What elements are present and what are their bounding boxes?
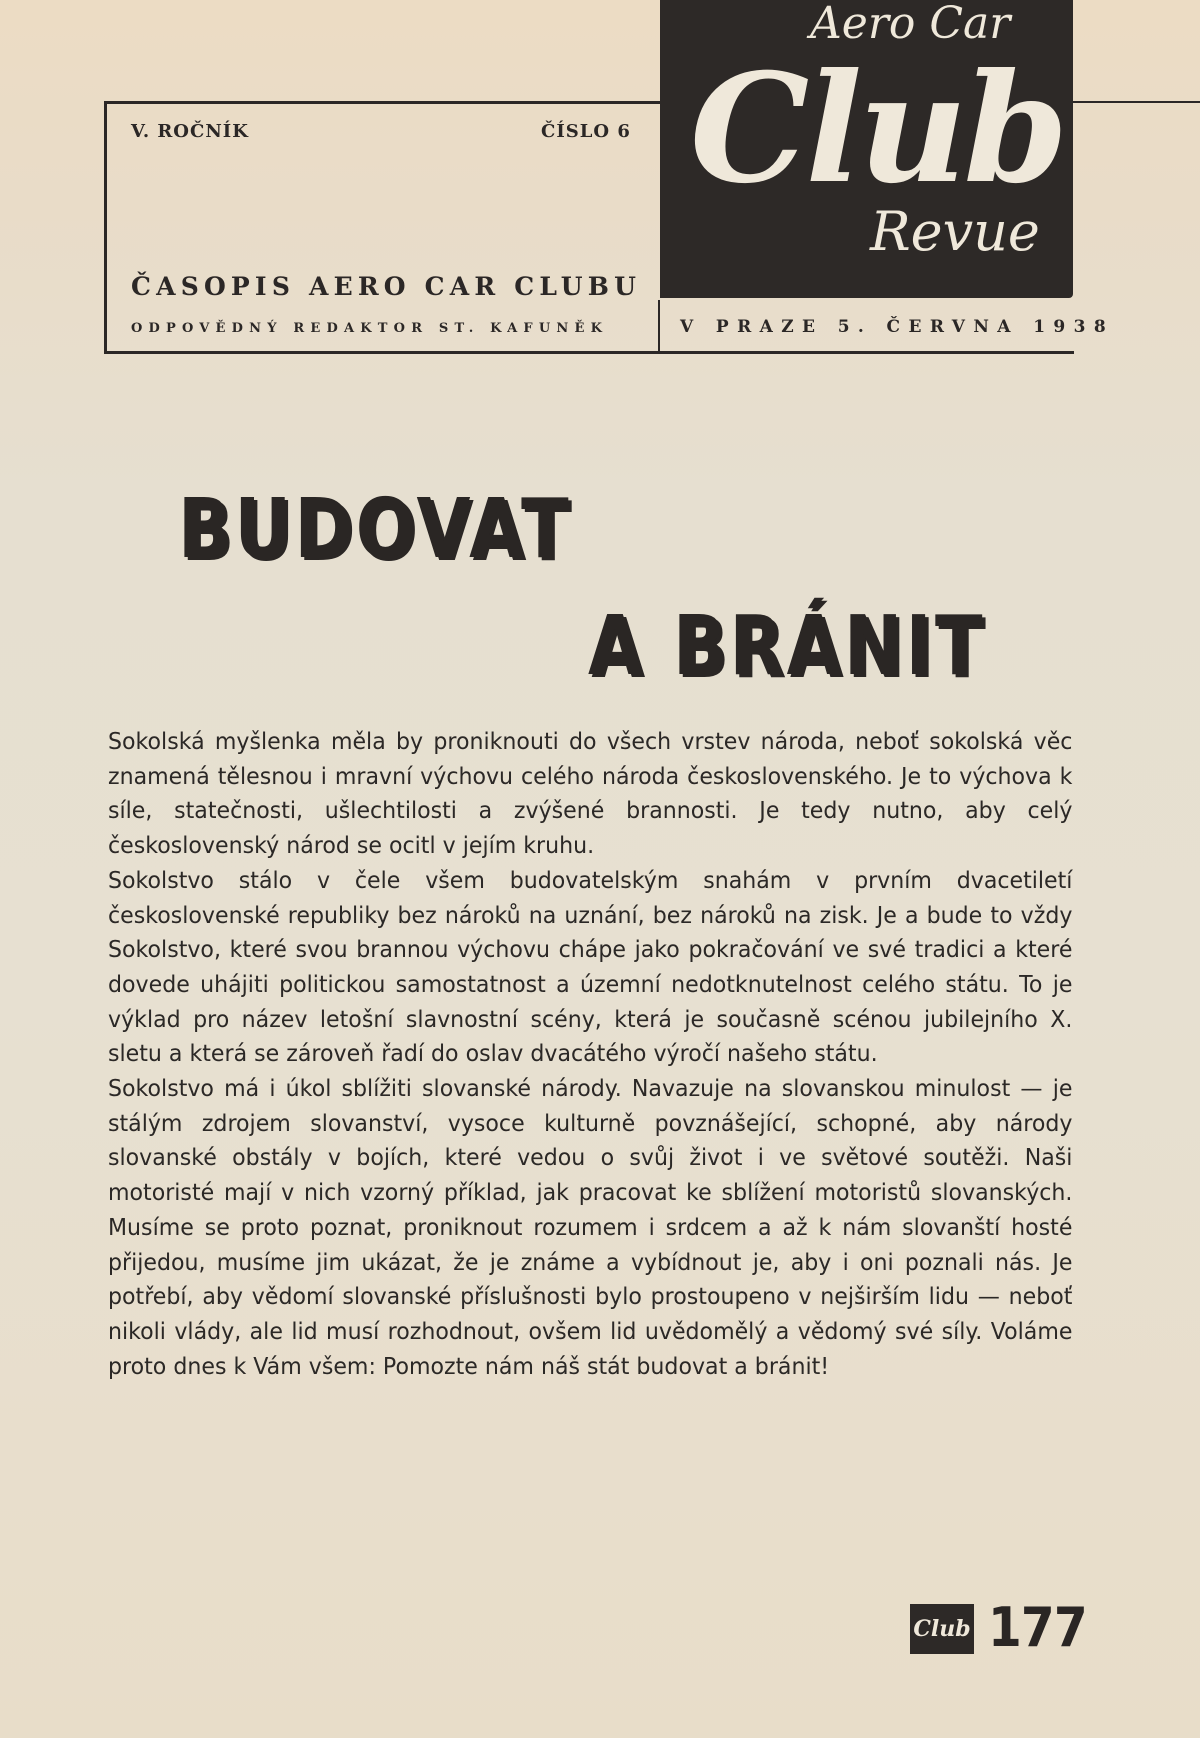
issue-label: ČÍSLO 6 xyxy=(541,121,631,142)
masthead-frame-right xyxy=(1073,101,1200,103)
club-revue-logo xyxy=(660,0,1073,298)
masthead-frame-left xyxy=(104,101,107,354)
article-paragraph: Sokolská myšlenka měla by proniknouti do všech vrstev národa, neboť sokolská věc znamená tělesnou i mravní výchovu celého národa československého. Je to výchova k síle, statečnosti, ušlechtilosti a zvýšené brannosti. Je tedy nutno, aby celý československý národ se ocitl v jejím kruhu. xyxy=(108,727,1073,860)
article-title-line1: BUDOVAT xyxy=(178,482,573,577)
article-paragraph: Sokolstvo má i úkol sblížiti slovanské národy. Navazuje na slovanskou minulost — je stálým zdrojem slovanství, vysoce kulturně povznášející, schopné, aby národy slovanské obstály v bojích, které vedou o svůj život i ve světové soutěži. Naši motoristé mají v nich vzorný příklad, jak pracovat ke sblížení motoristů slovanských. Musíme se proto poznat, proniknout rozumem i srdcem a až k nám slovanští hosté přijedou, musíme jim ukázat, že je známe a vybídnout je, aby i oni poznali nás. Je potřebí, aby vědomí slovanské příslušnosti bylo prostoupeno v nejširším lidu — neboť nikoli vlády, ale lid musí rozhodnout, ovšem lid uvědomělý a vědomý své síly. Voláme proto dnes k Vám všem: Pomozte nám náš stát budovat a bránit! xyxy=(108,1074,1073,1380)
editor-credit: ODPOVĚDNÝ REDAKTOR ST. KAFUNĚK xyxy=(131,321,609,336)
masthead-frame-bottom xyxy=(104,351,1074,354)
volume-label: V. ROČNÍK xyxy=(131,121,249,142)
article-title-line2: A BRÁNIT xyxy=(588,599,986,694)
article-paragraph: Sokolstvo stálo v čele všem budovatelským snahám v prvním dvacetiletí československé republiky bez nároků na uznání, bez nároků na zisk. Je a bude to vždy Sokolstvo, které svou brannou výchovu chápe jako pokračování ve své tradici a které dovede uhájiti politickou samostatnost a územní nedotknutelnost celého státu. To je výklad pro název letošní slavnostní scény, která je současně scénou jubilejního X. sletu a která se zároveň řadí do oslav dvacátého výročí našeho státu. xyxy=(108,865,1073,1068)
logo-revue: Revue xyxy=(870,200,1040,263)
page-number: 177 xyxy=(988,1596,1087,1659)
masthead-frame-top xyxy=(105,101,660,104)
article-body xyxy=(108,724,1072,1383)
logo-aero-car: Aero Car xyxy=(810,0,1011,49)
publication-name: ČASOPIS AERO CAR CLUBU xyxy=(131,272,642,301)
logo-club: Club xyxy=(690,41,1065,217)
masthead-frame-divider xyxy=(658,300,660,353)
issue-date: V PRAZE 5. ČERVNA 1938 xyxy=(680,317,1115,337)
footer-club-logo-icon: Club xyxy=(910,1604,974,1654)
